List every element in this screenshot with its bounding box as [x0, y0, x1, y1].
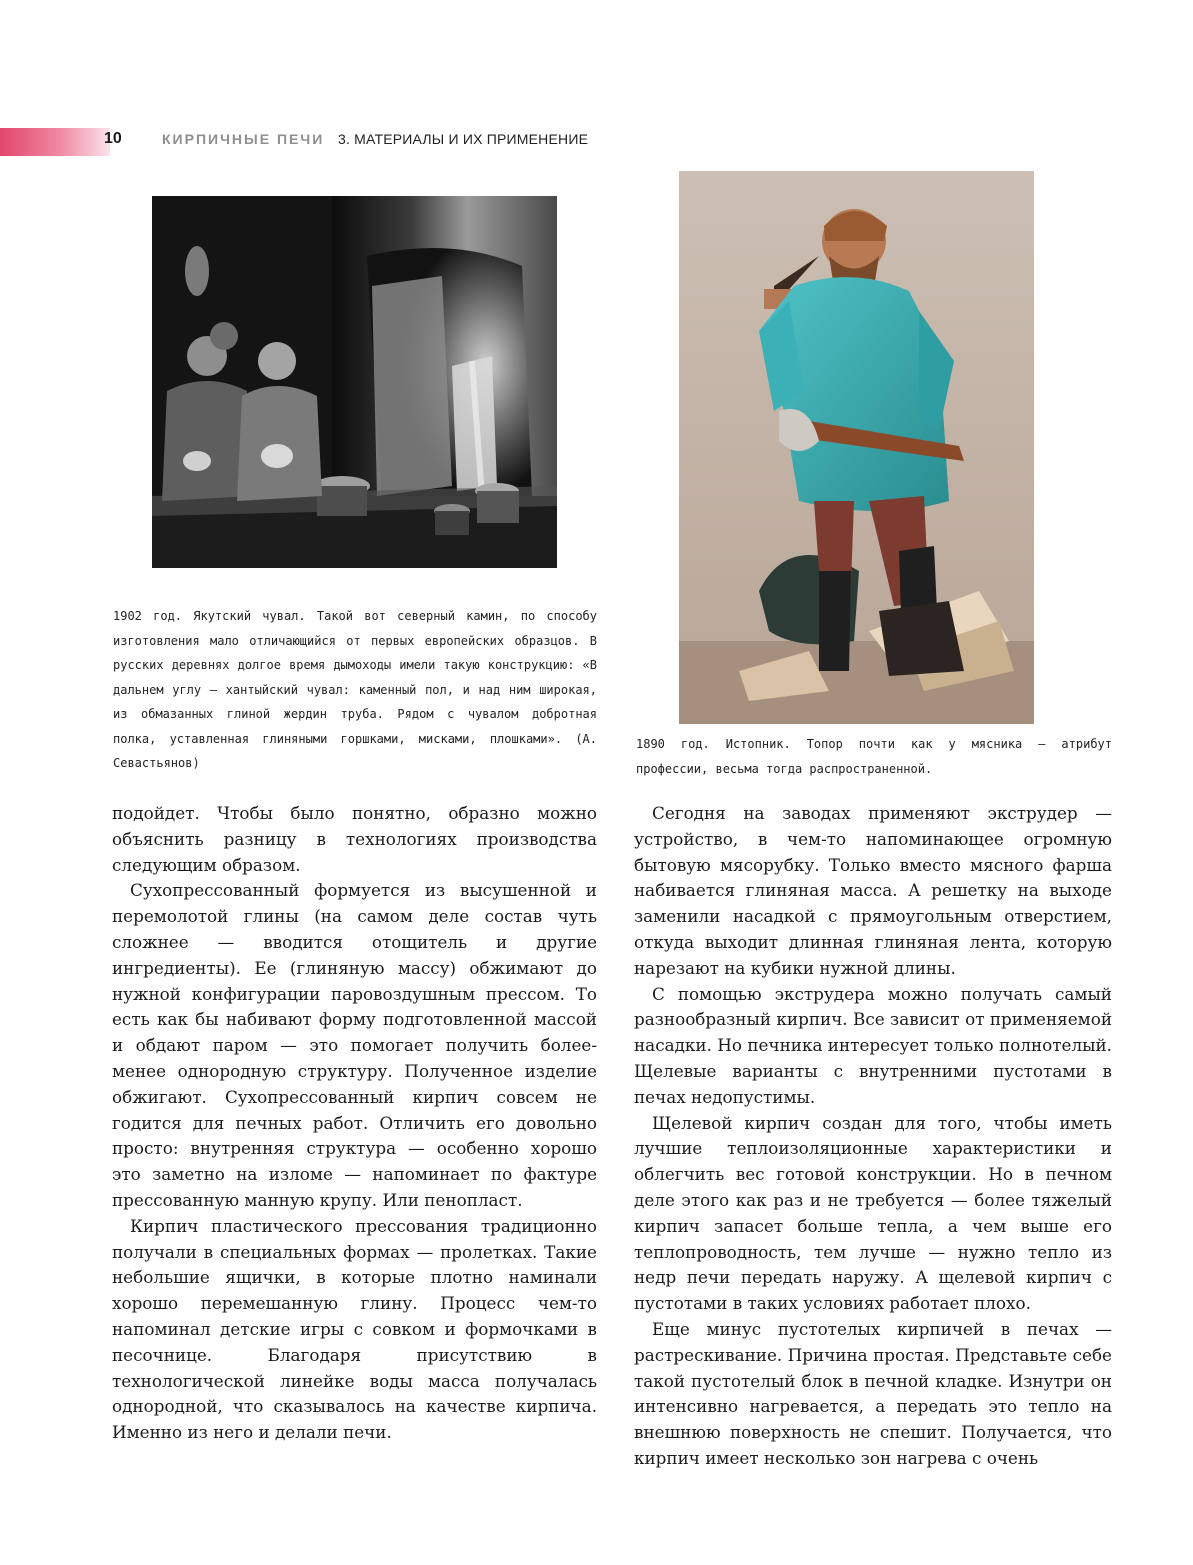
stoker-photo-illustration — [679, 171, 1034, 724]
header-accent-bar — [0, 128, 110, 156]
fireplace-photo-illustration — [152, 196, 557, 568]
figure-caption-yakut-chuval: 1902 год. Якутский чувал. Такой вот северный камин, по способу изготовления мало отличающийся от первых европейских образцов. В русских деревнях долгое время дымоходы имели такую конструкцию: «В дальнем углу — хантыйский чувал: каменный пол, и над ним широкая, из обмазанных глиной жердин труба. Рядом с чувалом добротная полка, уставленная глиняными горшками, мисками, плошками». (А. Севастьянов) — [113, 609, 597, 770]
book-title: КИРПИЧНЫЕ ПЕЧИ — [162, 131, 325, 147]
paragraph: Сухопрессованный формуется из высушенной и перемолотой глины (на самом деле состав чуть сложнее — вводится отощитель и другие ингредиенты). Ее (глиняную массу) обжимают до нужной конфигурации паровоздушным прессом. То есть как бы набивают форму подготовленной массой и обдают паром — это помогает получить более-менее однородную структуру. Полученное изделие обжигают. Сухопрессованный кирпич совсем не годится для печных работ. Отличить его довольно просто: внутренняя структура — особенно хорошо это заметно на изломе — напоминает по фактуре прессованную манную крупу. Или пенопласт. — [112, 880, 597, 1210]
paragraph: Кирпич пластического прессования традиционно получали в специальных формах — пролетках. Такие небольшие ящички, в которые плотно наминали хорошо перемешанную глину. Процесс чем-то напоминал детские игры с совком и формочками в песочнице. Благодаря присутствию в технологической линейке воды масса получалась однородной, что сказывалось на качестве кирпича. Именно из него и делали печи. — [112, 1215, 597, 1443]
paragraph: Щелевой кирпич создан для того, чтобы иметь лучшие теплоизоляционные характеристики и облегчить вес готовой конструкции. Но в печном деле этого как раз и не требуется — более тяжелый кирпич запасет больше тепла, а чем выше его теплопроводность, тем лучше — нужно тепло из недр печи передать наружу. А щелевой кирпич с пустотами в таких условиях работает плохо. — [634, 1112, 1112, 1314]
yakut-chuval-fireplace-photo — [152, 196, 557, 568]
paragraph: Еще минус пустотелых кирпичей в печах — растрескивание. Причина простая. Представьте себе такой пустотелый блок в печной кладке. Изнутри он интенсивно нагревается, а передать это тепло на внешнюю поверхность не спешит. Получается, что кирпич имеет несколько зон нагрева с очень — [634, 1318, 1112, 1468]
left-text-column — [112, 801, 597, 1446]
page-number: 10 — [104, 130, 122, 147]
right-text-column — [634, 801, 1112, 1472]
paragraph: Сегодня на заводах применяют экструдер — устройство, в чем-то напоминающее огромную бытовую мясорубку. Только вместо мясного фарша набивается глиняная масса. А решетку на выходе заменили насадкой с прямоугольным отверстием, откуда выходит длинная глиняная лента, которую нарезают на кубики нужной длины. — [634, 803, 1112, 978]
paragraph: С помощью экструдера можно получать самый разнообразный кирпич. Все зависит от применяемой насадки. Но печника интересует только полнотелый. Щелевые варианты с внутренними пустотами в печах недопустимы. — [634, 983, 1112, 1107]
paragraph: подойдет. Чтобы было понятно, образно можно объяснить разницу в технологиях производства следующим образом. — [112, 803, 597, 875]
stoker-with-axe-photo — [679, 171, 1034, 724]
chapter-title: 3. МАТЕРИАЛЫ И ИХ ПРИМЕНЕНИЕ — [338, 131, 589, 147]
figure-caption-stoker: 1890 год. Истопник. Топор почти как у мясника — атрибут профессии, весьма тогда распространенной. — [636, 737, 1112, 776]
